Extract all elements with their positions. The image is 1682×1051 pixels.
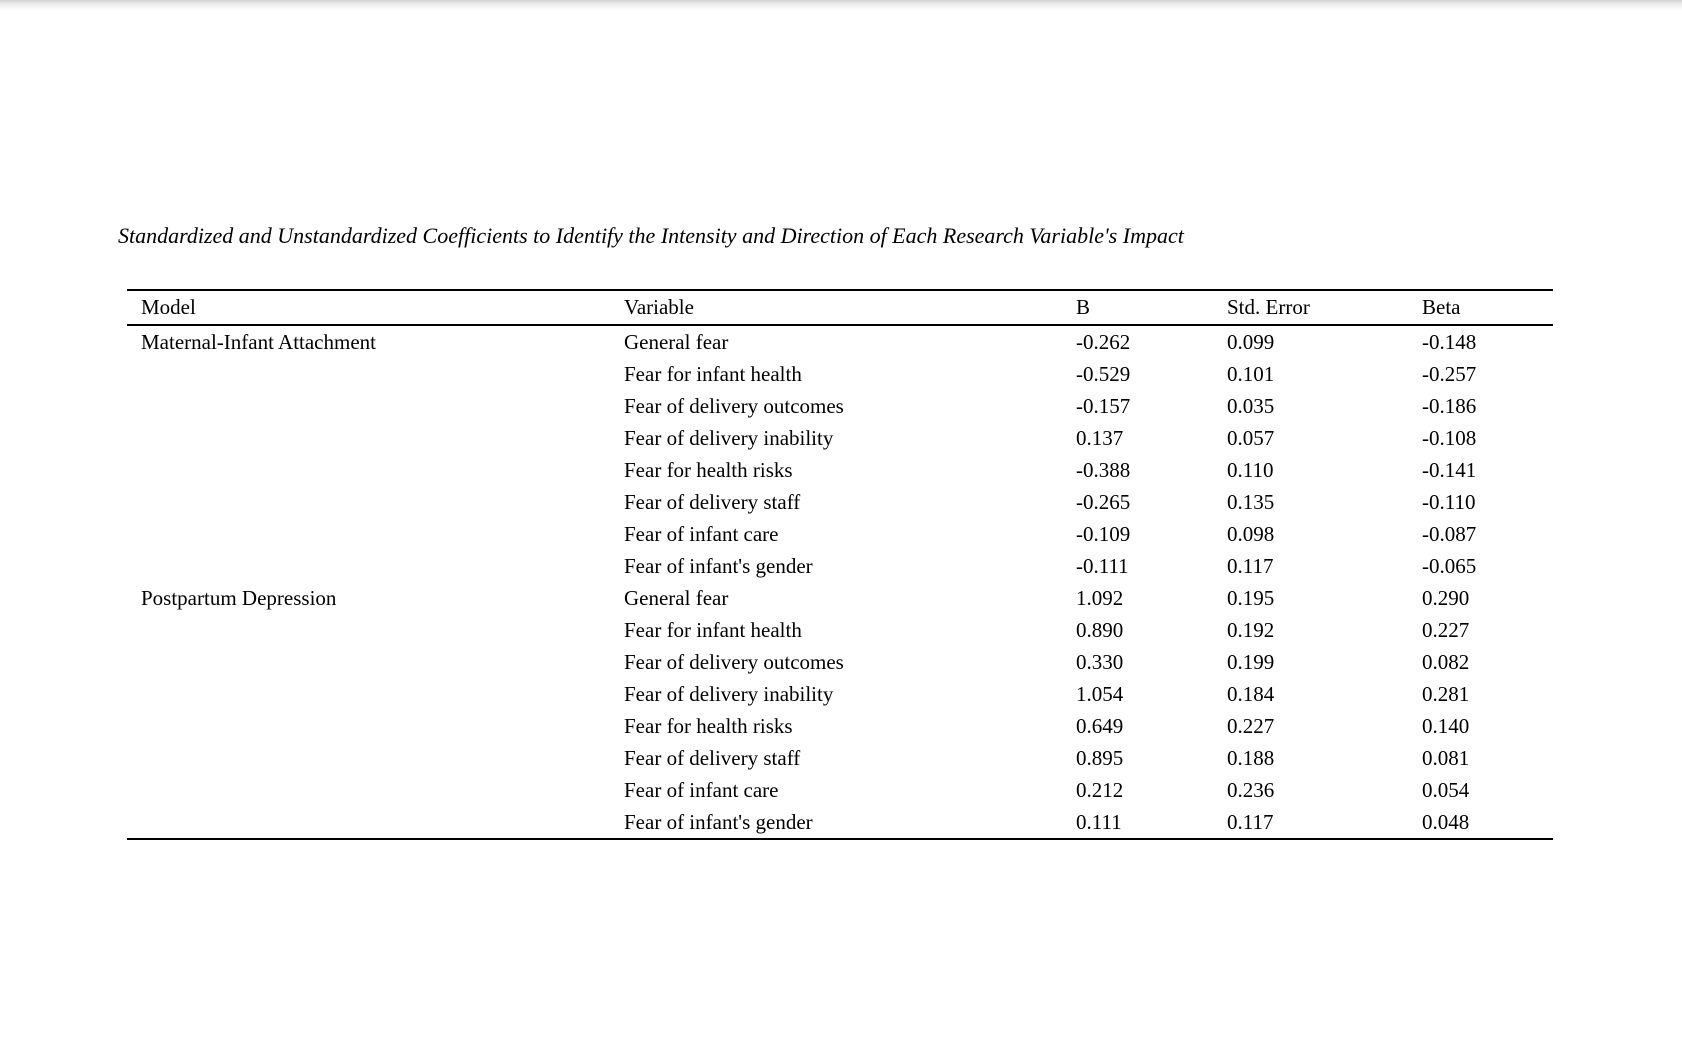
cell-b: 1.092	[1076, 585, 1124, 610]
table-row	[127, 710, 1553, 742]
coefficients-table-body	[127, 325, 1553, 839]
col-header-std-error: Std. Error	[1227, 290, 1422, 325]
table-row	[127, 774, 1553, 806]
cell-variable: Fear of infant's gender	[624, 806, 1076, 839]
table-row	[127, 390, 1553, 422]
cell-std-error: 0.184	[1227, 681, 1275, 706]
cell-variable: Fear of delivery staff	[624, 745, 801, 770]
cell-beta: -0.148	[1422, 329, 1477, 354]
cell-variable: General fear	[624, 585, 729, 610]
cell-b: -0.262	[1076, 329, 1131, 354]
cell-std-error: 0.236	[1227, 777, 1275, 802]
cell-model	[127, 710, 624, 742]
table-row	[127, 518, 1553, 550]
cell-model	[127, 806, 624, 839]
table-row	[127, 422, 1553, 454]
cell-beta: -0.141	[1422, 457, 1477, 482]
cell-model	[127, 518, 624, 550]
cell-b: -0.157	[1076, 393, 1131, 418]
cell-std-error: 0.057	[1227, 425, 1275, 450]
table-row	[127, 646, 1553, 678]
col-header-variable: Variable	[624, 290, 1076, 325]
cell-variable: Fear of delivery outcomes	[624, 393, 844, 418]
cell-b: 0.330	[1076, 649, 1124, 674]
cell-std-error: 0.135	[1227, 489, 1275, 514]
cell-model	[127, 422, 624, 454]
table-row	[127, 678, 1553, 710]
cell-b: 0.137	[1076, 425, 1124, 450]
cell-std-error: 0.195	[1227, 585, 1275, 610]
page-top-shadow	[0, 0, 1682, 10]
cell-b: 0.111	[1076, 806, 1227, 839]
cell-model	[127, 486, 624, 518]
cell-std-error: 0.117	[1227, 553, 1274, 578]
cell-model: Maternal-Infant Attachment	[141, 329, 376, 354]
cell-beta: 0.281	[1422, 681, 1470, 706]
table-row	[127, 454, 1553, 486]
cell-variable: Fear for health risks	[624, 457, 793, 482]
cell-variable: Fear of infant care	[624, 521, 779, 546]
table-row	[127, 742, 1553, 774]
cell-beta: -0.065	[1422, 553, 1477, 578]
cell-variable: Fear for infant health	[624, 617, 802, 642]
cell-std-error: 0.199	[1227, 649, 1275, 674]
cell-b: 0.895	[1076, 745, 1124, 770]
cell-std-error: 0.098	[1227, 521, 1275, 546]
cell-variable: Fear of infant's gender	[624, 553, 813, 578]
cell-b: 0.212	[1076, 777, 1124, 802]
cell-variable: Fear of delivery staff	[624, 489, 801, 514]
cell-beta: 0.082	[1422, 649, 1470, 674]
cell-variable: Fear of delivery inability	[624, 425, 834, 450]
cell-model	[127, 358, 624, 390]
table-title: Standardized and Unstandardized Coefficients to Identify the Intensity and Direction of Each Research Variable's Impact	[118, 223, 1184, 248]
cell-std-error: 0.110	[1227, 457, 1274, 482]
table-row	[127, 325, 1553, 358]
cell-beta: -0.108	[1422, 425, 1477, 450]
cell-b: -0.265	[1076, 489, 1131, 514]
cell-model	[127, 550, 624, 582]
cell-std-error: 0.192	[1227, 617, 1275, 642]
cell-beta: -0.110	[1422, 489, 1476, 514]
table-row	[127, 806, 1553, 839]
cell-variable: General fear	[624, 329, 729, 354]
col-header-beta: Beta	[1422, 290, 1553, 325]
cell-std-error: 0.188	[1227, 745, 1275, 770]
cell-beta: 0.140	[1422, 713, 1470, 738]
cell-beta: 0.054	[1422, 777, 1470, 802]
cell-model	[127, 678, 624, 710]
cell-std-error: 0.227	[1227, 713, 1275, 738]
coefficients-table	[127, 289, 1553, 840]
cell-b: -0.109	[1076, 521, 1131, 546]
table-header-row	[127, 290, 1553, 325]
cell-beta: -0.257	[1422, 361, 1477, 386]
cell-model	[127, 646, 624, 678]
cell-beta: 0.081	[1422, 745, 1470, 770]
cell-model: Postpartum Depression	[141, 585, 337, 610]
cell-b: 0.890	[1076, 617, 1124, 642]
cell-std-error: 0.035	[1227, 393, 1275, 418]
cell-variable: Fear of infant care	[624, 777, 779, 802]
col-header-model: Model	[127, 290, 624, 325]
table-row	[127, 550, 1553, 582]
table-row	[127, 614, 1553, 646]
col-header-b: B	[1076, 290, 1227, 325]
cell-b: -0.529	[1076, 361, 1131, 386]
cell-variable: Fear for infant health	[624, 361, 802, 386]
cell-beta: -0.186	[1422, 393, 1477, 418]
cell-b: 0.649	[1076, 713, 1124, 738]
cell-beta: 0.290	[1422, 585, 1470, 610]
cell-beta: 0.048	[1422, 806, 1553, 839]
cell-b: -0.388	[1076, 457, 1131, 482]
cell-beta: 0.227	[1422, 617, 1470, 642]
table-row	[127, 486, 1553, 518]
cell-variable: Fear for health risks	[624, 713, 793, 738]
cell-model	[127, 742, 624, 774]
cell-b: -0.111	[1076, 553, 1129, 578]
cell-beta: -0.087	[1422, 521, 1477, 546]
cell-b: 1.054	[1076, 681, 1124, 706]
table-row	[127, 582, 1553, 614]
cell-variable: Fear of delivery inability	[624, 681, 834, 706]
cell-model	[127, 390, 624, 422]
cell-model	[127, 454, 624, 486]
cell-std-error: 0.117	[1227, 806, 1422, 839]
table-row	[127, 358, 1553, 390]
cell-model	[127, 774, 624, 806]
cell-std-error: 0.101	[1227, 361, 1275, 386]
cell-variable: Fear of delivery outcomes	[624, 649, 844, 674]
cell-std-error: 0.099	[1227, 329, 1275, 354]
cell-model	[127, 614, 624, 646]
